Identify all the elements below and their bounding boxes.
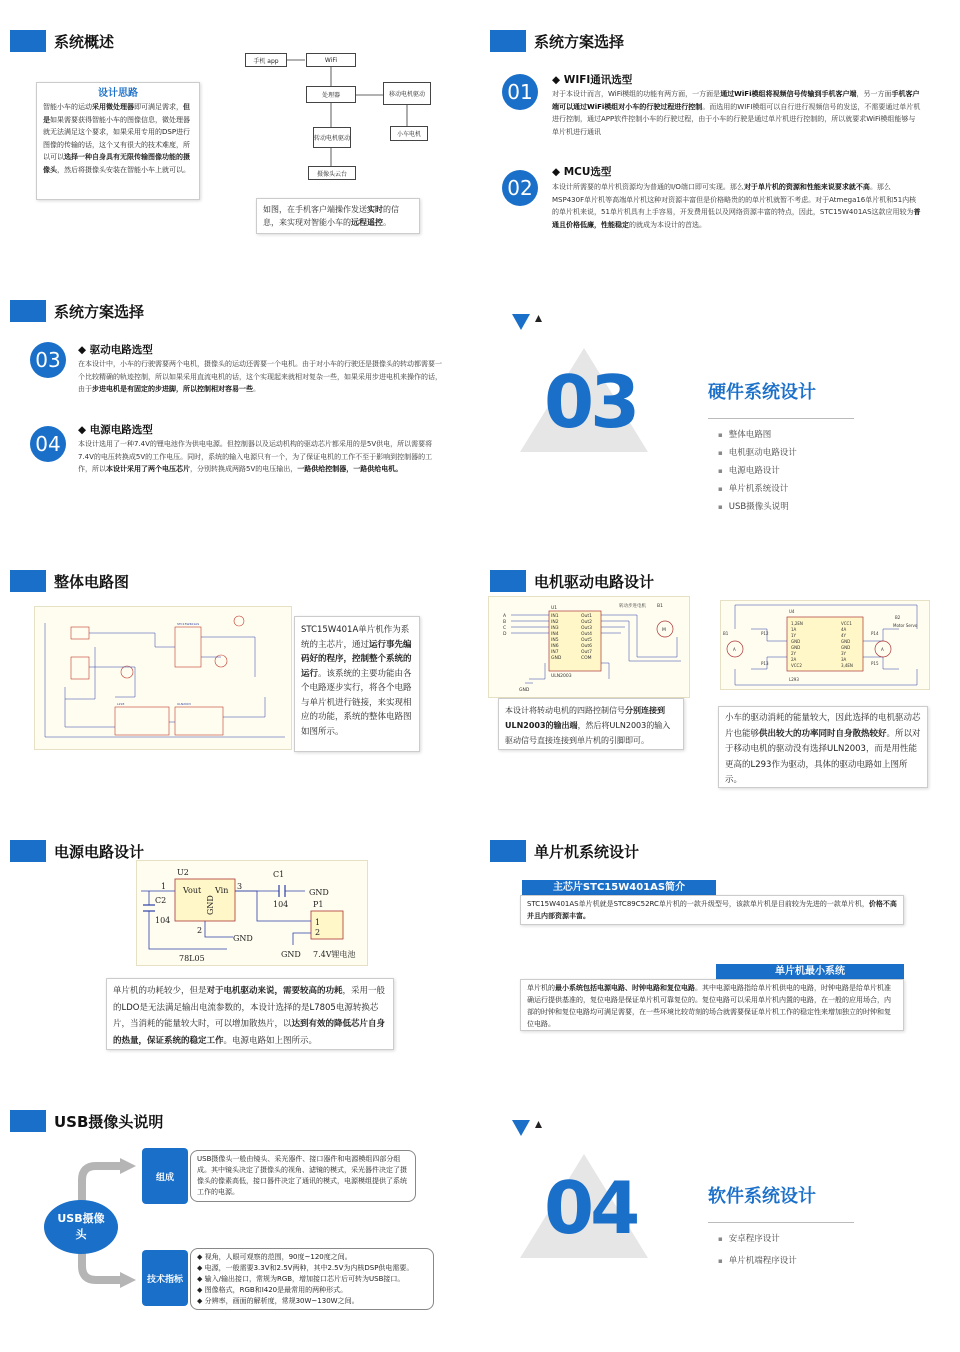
number-badge: 02 bbox=[502, 170, 538, 206]
slide-title: 单片机系统设计 bbox=[534, 842, 640, 861]
text-part: 本设计所需要的单片机资源均为普通的I/O端口即可实现。那么 bbox=[552, 183, 744, 191]
schem-b1: B1 bbox=[723, 631, 729, 636]
header-accent-bar bbox=[10, 570, 46, 592]
schem-net: B bbox=[503, 620, 507, 625]
text-bold: 手机客户端可以通过WiFi模组对小车的行驶过程进行控制 bbox=[552, 90, 920, 111]
text-bold: 供出较大的功率同时自身散热较好 bbox=[759, 728, 887, 739]
schem-pin: Vin bbox=[215, 886, 229, 895]
schem-pin: Out2 bbox=[581, 620, 593, 625]
text-bold: 最小系统包括电源电路、时钟电路和复位电路 bbox=[555, 984, 695, 992]
slide-title: 系统方案选择 bbox=[534, 32, 625, 51]
schem-gnd: GND bbox=[519, 688, 530, 693]
slide-chapter-hardware bbox=[480, 270, 960, 540]
number-badge: 03 bbox=[30, 342, 66, 378]
schem-pin-num: 2 bbox=[315, 928, 321, 937]
flow-processor: 处理器 bbox=[306, 86, 356, 103]
slide-title: USB摄像头说明 bbox=[54, 1112, 164, 1131]
text-part: 如图，在手机客户端操作发送 bbox=[263, 205, 367, 214]
text-bold: 普通且价格低廉，性能稳定 bbox=[552, 208, 921, 229]
schem-pin: IN4 bbox=[551, 632, 559, 637]
spec-item: ◆ 视角，人眼可观察的范围，90度~120度之间。 bbox=[197, 1253, 352, 1261]
schem-pin: Vout bbox=[183, 886, 202, 895]
schem-pin-num: 1 bbox=[161, 882, 167, 891]
schem-pin-num: 1 bbox=[315, 918, 321, 927]
text-bold: 本设计采用了两个电压芯片 bbox=[106, 465, 190, 473]
slide-overall-circuit bbox=[0, 540, 480, 810]
schem-pin-num: 3 bbox=[237, 882, 243, 891]
schem-pin: 2A bbox=[791, 657, 797, 662]
text-bold: 对于单片机的资源和性能来说要求就不高 bbox=[743, 183, 870, 191]
section-title-text: 驱动电路选型 bbox=[89, 344, 153, 356]
toc-item[interactable]: ▪ 电源电路设计 bbox=[718, 462, 797, 480]
text-part: 对于本设计而言，WiFi模组的功能有两方面，一方面是 bbox=[552, 90, 721, 98]
uln2003-schematic-drawing bbox=[489, 597, 689, 697]
text-part: ，然后将ULN2003的输入驱动信号直接连接到单片机的引脚即可。 bbox=[505, 721, 671, 745]
design-idea-title: 设计思路 bbox=[98, 88, 138, 99]
section-title: ◆ 电源电路选型 bbox=[78, 424, 153, 436]
slide-mcu-system bbox=[480, 810, 960, 1080]
header-accent-bar bbox=[10, 300, 46, 322]
text-part: 即可满足需求， bbox=[134, 103, 183, 111]
header-accent-bar bbox=[10, 840, 46, 862]
minimum-system-text bbox=[520, 979, 904, 1031]
overall-schematic bbox=[34, 606, 292, 750]
text-part: ，分别转换成两路5V的电压输出， bbox=[190, 465, 298, 473]
slide-scheme-selection-1 bbox=[480, 0, 960, 270]
text-part: STC15W401A单片机作为系统的主芯片，通过 bbox=[301, 625, 410, 650]
schem-pin: IN6 bbox=[551, 644, 559, 649]
flow-camera-gimbal: 摄像头云台 bbox=[308, 166, 356, 180]
header-accent-bar bbox=[490, 570, 526, 592]
schem-c1: C1 bbox=[273, 870, 285, 879]
text-part: 单片机的功耗较少，但是 bbox=[113, 986, 207, 996]
spec-item: ◆ 分辨率，画面的解析度，常规30W~130W之间。 bbox=[197, 1297, 359, 1305]
chapter-underline bbox=[708, 418, 854, 419]
schem-net: A bbox=[503, 614, 507, 619]
schem-part: 78L05 bbox=[179, 954, 205, 963]
slide-title: 整体电路图 bbox=[54, 572, 130, 591]
text-part: 。所以对于移动电机的驱动没有选择ULN2003，而是用性能更高的L293作为驱动，具体的驱动电路如上图所示。 bbox=[725, 728, 921, 785]
text-bold: 对于电机驱动来说，需要较高的功耗 bbox=[206, 986, 343, 996]
schem-m: M bbox=[662, 628, 666, 633]
text-bold: 分别连接到ULN2003的输出端 bbox=[505, 706, 665, 730]
power-circuit-description bbox=[106, 978, 394, 1050]
schem-pin: Out4 bbox=[581, 632, 593, 637]
text-bold: 运行事先编码好的程序，控制整个系统的运行 bbox=[301, 639, 412, 679]
schem-pin: Out6 bbox=[581, 644, 593, 649]
usb-camera-hub bbox=[44, 1200, 118, 1254]
overall-schematic-drawing bbox=[35, 607, 291, 749]
text-bold: 远程遥控 bbox=[351, 218, 383, 227]
header-accent-bar bbox=[490, 840, 526, 862]
flow-wifi: WiFi bbox=[306, 53, 356, 67]
schem-label-u1: U1 bbox=[551, 606, 558, 611]
text-bold: 实时 bbox=[367, 205, 383, 214]
text-part: 。 bbox=[383, 218, 391, 227]
slide-header bbox=[10, 570, 129, 592]
slide-title: 电机驱动电路设计 bbox=[534, 572, 655, 591]
flow-move-motor-driver: 移动电机驱动 bbox=[383, 82, 431, 105]
schem-pin: GND bbox=[841, 645, 851, 650]
schem-net: P15 bbox=[871, 661, 879, 666]
schem-pin: 4A bbox=[841, 627, 847, 632]
schem-pin: GND bbox=[791, 639, 801, 644]
text-part: ，采用一般的LDO是无法满足输出电流参数的，本设计选择的是L7805电源转换芯片，当消耗的能量较大时，可以增加散热片，以 bbox=[113, 986, 386, 1029]
mcu-intro-text bbox=[520, 895, 904, 925]
text-part: 小车的驱动消耗的能量较大，因此选择的电机驱动芯片也能够 bbox=[725, 713, 921, 739]
text-part: STC15W401AS单片机就是STC89C52RC单片机的一款升级型号，该款单片机是目前较为先进的一款单片机， bbox=[527, 900, 869, 908]
specs-pill: 技术指标 bbox=[142, 1250, 188, 1306]
text-part: 。电源电路如上图所示。 bbox=[223, 1035, 318, 1046]
toc-item[interactable]: ▪ 安卓程序设计 bbox=[718, 1228, 797, 1250]
spec-item: ◆ 电源，一般需要3.3V和2.5V两种，其中2.5V为内核DSP供电需要。 bbox=[197, 1264, 414, 1272]
schem-pin: GND bbox=[206, 895, 215, 915]
section-title-text: 电源电路选型 bbox=[89, 424, 153, 436]
svg-text:L293: L293 bbox=[117, 702, 125, 706]
toc-item[interactable]: ▪ USB摄像头说明 bbox=[718, 498, 797, 516]
uln2003-description bbox=[498, 698, 684, 750]
schem-pin: GND bbox=[841, 639, 851, 644]
text-part: 本设计选用了一种7.4V的锂电池作为供电电源。但控制器以及运动机构的驱动芯片都采用的是5V供电，所以需要将7.4V的电压转换成5V的工作电压。同时，系统的输入电源只有一个，为了保证电机的工作不至于影响到控制器的工作，所以 bbox=[78, 440, 433, 473]
l293-schematic bbox=[720, 600, 930, 690]
schem-pin: 1Y bbox=[791, 633, 796, 638]
chapter-number: 04 bbox=[544, 1166, 637, 1250]
text-part: 单片机的 bbox=[527, 984, 555, 992]
schem-pin: 1A bbox=[791, 627, 797, 632]
svg-text:ULN2003: ULN2003 bbox=[177, 702, 191, 706]
specs-text bbox=[190, 1248, 434, 1310]
schem-motor-a: A bbox=[733, 647, 736, 652]
section-title-text: WIFI通讯选型 bbox=[563, 74, 633, 86]
text-part: 。该系统的主要功能由各个电路逐步实行，将各个电路与单片机进行链接，来实现相应的功能，系统的整体电路图如图所示。 bbox=[301, 668, 412, 737]
slide-header bbox=[10, 840, 144, 862]
schem-pin: 1,2EN bbox=[791, 621, 803, 626]
composition-pill: 组成 bbox=[142, 1148, 188, 1204]
section-text bbox=[78, 438, 446, 476]
section-text bbox=[552, 88, 922, 138]
schem-pin: GND bbox=[791, 645, 801, 650]
uln2003-schematic bbox=[488, 596, 690, 698]
schem-pin: GND bbox=[551, 656, 562, 661]
slide-title: 系统方案选择 bbox=[54, 302, 145, 321]
schem-net: D bbox=[503, 632, 507, 637]
slide-motor-driver bbox=[480, 540, 960, 810]
chapter-toc bbox=[718, 1228, 797, 1272]
schem-c1-value: 104 bbox=[273, 900, 289, 909]
section-title: ◆ WIFI通讯选型 bbox=[552, 74, 633, 86]
text-part: ，然后将摄像头安装在智能小车上就可以。 bbox=[57, 165, 190, 174]
schem-pin: IN2 bbox=[551, 620, 559, 625]
schem-b1: B1 bbox=[657, 604, 663, 609]
schem-pin: 3Y bbox=[841, 651, 846, 656]
schem-b2: B2 bbox=[895, 615, 901, 620]
schem-pin: IN1 bbox=[551, 614, 559, 619]
schem-p1: P1 bbox=[313, 900, 324, 909]
schem-label-u4: U4 bbox=[789, 609, 795, 614]
schem-battery: 7.4V锂电池 bbox=[313, 950, 356, 959]
toc-item[interactable]: ▪ 电机驱动电路设计 bbox=[718, 444, 797, 462]
l293-description bbox=[718, 706, 928, 788]
spec-item: ◆ 输入/输出接口，常规为RGB，增加接口芯片后可转为USB接口。 bbox=[197, 1275, 405, 1283]
l293-schematic-drawing bbox=[721, 601, 929, 689]
chapter-number: 03 bbox=[544, 360, 637, 444]
slide-scheme-selection-2 bbox=[0, 270, 480, 540]
toc-item[interactable]: ▪ 单片机系统设计 bbox=[718, 480, 797, 498]
text-part: 的就成为本设计的首选。 bbox=[629, 220, 706, 229]
section-title-text: MCU选型 bbox=[563, 166, 612, 178]
schem-net: C bbox=[503, 626, 507, 631]
text-part: 的信息，来实现对智能小车的 bbox=[263, 205, 399, 227]
section-title: ◆ MCU选型 bbox=[552, 166, 612, 178]
chapter-title: 硬件系统设计 bbox=[708, 382, 816, 403]
chapter-toc bbox=[718, 426, 797, 516]
mcu-intro-tag: 主芯片STC15W401AS简介 bbox=[522, 880, 716, 895]
toc-item[interactable]: ▪ 单片机端程序设计 bbox=[718, 1250, 797, 1272]
text-bold: 价格不高并且内部资源丰富。 bbox=[527, 900, 897, 920]
schem-label-u2: U2 bbox=[177, 868, 189, 877]
schem-pin: VCC2 bbox=[791, 663, 802, 668]
flow-phone-app: 手机 app bbox=[245, 53, 287, 67]
schem-pin: 4Y bbox=[841, 633, 846, 638]
schem-label-chip: ULN2003 bbox=[551, 674, 572, 679]
text-bold: 采用微处理器 bbox=[92, 103, 134, 111]
remote-control-note bbox=[256, 198, 420, 234]
schem-servo: Motor Servo bbox=[893, 623, 918, 628]
schem-pin-num: 2 bbox=[197, 926, 203, 935]
power-schematic bbox=[136, 860, 368, 966]
slide-header bbox=[10, 300, 144, 322]
flow-car-motor: 小车电机 bbox=[390, 126, 428, 141]
minimum-system-tag: 单片机最小系统 bbox=[716, 964, 904, 979]
schem-c2: C2 bbox=[155, 896, 167, 905]
schem-motor-a: A bbox=[881, 647, 884, 652]
slide-title: 电源电路设计 bbox=[54, 842, 145, 861]
slide-header bbox=[490, 570, 654, 592]
power-schematic-drawing bbox=[137, 861, 367, 965]
slide-power-circuit bbox=[0, 810, 480, 1080]
number-badge: 01 bbox=[502, 74, 538, 110]
section-text bbox=[78, 358, 446, 396]
text-bold: 通过WiFi模组将视频信号传输到手机客户端 bbox=[720, 90, 857, 98]
schem-label-chip: L293 bbox=[789, 677, 799, 682]
text-bold: 选择一种自身具有无限传输图像功能的摄像头 bbox=[43, 153, 190, 174]
text-part: 在本设计中，小车的行驶需要两个电机，摄像头的运动还需要一个电机。由于对小车的行驶还是摄像头的转动都需要一个比较精确的轨迹控制，所以如果采用直流电机的话，这个实现起来就相对复杂一些，如果采用步进电机来操作的话，由于 bbox=[78, 360, 442, 393]
text-bold: 但是 bbox=[43, 103, 190, 124]
slide-title: 系统概述 bbox=[54, 32, 115, 51]
svg-text:STC15W401AS: STC15W401AS bbox=[177, 622, 200, 626]
text-part: ，另一方面 bbox=[856, 90, 892, 98]
toc-item[interactable]: ▪ 整体电路图 bbox=[718, 426, 797, 444]
composition-text-body: USB摄像头一般由镜头、采光器件、接口器件和电源模组四部分组成。其中镜头决定了摄像头的视角、滤镜的模式，采光器件决定了摄像头的像素高低，接口器件决定了通讯的模式，电源模组提供了系统工作的电源。 bbox=[197, 1155, 407, 1196]
section-title: ◆ 驱动电路选型 bbox=[78, 344, 153, 356]
schem-net: P13 bbox=[761, 661, 769, 666]
slide-usb-camera bbox=[0, 1080, 480, 1350]
text-part: 。其中电源电路指给单片机供电的电路，时钟电路是给单片机准确运行提供基准的，复位电路是保证单片机可靠复位的。复位电路可以采用单片机内置的电路，在一般的应用场合，内部的时钟和复位电路均可满足需要，在一些环境比较苛刻的场合就需要保证单片机工作的稳定性来增加独立的时钟和复位电路。 bbox=[527, 984, 891, 1028]
schem-pin: Out1 bbox=[581, 614, 593, 619]
text-bold: 达到有效的降低芯片自身的热量，保证系统的稳定工作 bbox=[113, 1019, 386, 1046]
schem-gnd: GND bbox=[233, 934, 253, 943]
schem-gnd: GND bbox=[281, 950, 301, 959]
schem-motor-label: 转动步进电机 bbox=[619, 604, 646, 609]
schem-gnd: GND bbox=[309, 888, 329, 897]
text-bold: 步进电机是有固定的步进脚，所以控制相对容易一些 bbox=[92, 385, 253, 393]
usb-camera-hub-label: USB摄像头 bbox=[57, 1212, 105, 1241]
text-part: 。而选用的WIFI模组可以自行进行视频信号的发送，不需要通过单片机进行控制，通过APP软件控制小车的行驶过程，由于小车的行驶是通过单片机进行控制的，所以就要求WiFi模组能够与单片机进行通讯 bbox=[552, 102, 921, 136]
schem-pin: 3A bbox=[841, 657, 847, 662]
slide-chapter-software bbox=[480, 1080, 960, 1350]
schem-pin: 3,4EN bbox=[841, 663, 853, 668]
schem-net: P14 bbox=[871, 631, 879, 636]
slide-header bbox=[490, 30, 624, 52]
composition-text bbox=[190, 1150, 416, 1202]
slide-system-overview bbox=[0, 0, 480, 270]
spec-item: ◆ 图像格式，RGB和I420是最常用的两种形式。 bbox=[197, 1286, 348, 1294]
text-part: 。那么MSP430F单片机等高端单片机这种对资源丰富但是价格略贵的的单片机就暂不考虑。对于Atmega16单片机和51内核的单片机来说，51单片机具有上手容易，开发费用低以及网络资源丰富的特点，因此，STC15W401AS这款应用较为 bbox=[552, 183, 917, 216]
text-part: 智能小车的运动 bbox=[43, 103, 92, 111]
schem-pin: Out7 bbox=[581, 650, 593, 655]
flow-turn-motor-driver: 转动电机驱动 bbox=[313, 127, 351, 148]
schem-pin: 2Y bbox=[791, 651, 796, 656]
schem-pin: VCC1 bbox=[841, 621, 852, 626]
schem-pin: COM bbox=[581, 656, 592, 661]
schem-pin: Out5 bbox=[581, 638, 593, 643]
schem-pin: Out3 bbox=[581, 626, 593, 631]
slide-header bbox=[490, 840, 639, 862]
chapter-title: 软件系统设计 bbox=[708, 1186, 816, 1207]
text-part: 。 bbox=[253, 385, 260, 393]
text-bold: 一路供给控制器，一路供给电机。 bbox=[297, 465, 403, 473]
schem-pin: IN7 bbox=[551, 650, 559, 655]
text-part: 本设计将转动电机的四路控制信号 bbox=[505, 706, 625, 715]
section-text bbox=[552, 181, 922, 231]
schem-c2-value: 104 bbox=[155, 916, 171, 925]
header-accent-bar bbox=[490, 30, 526, 52]
chapter-underline bbox=[708, 1222, 854, 1223]
schem-pin: IN3 bbox=[551, 626, 559, 631]
number-badge: 04 bbox=[30, 426, 66, 462]
schem-net: P12 bbox=[761, 631, 769, 636]
overall-circuit-description bbox=[294, 616, 420, 752]
text-part: 如果需要获得智能小车的图像信息，微处理器就无法满足这个要求，如果采用专用的DSP进行图像的传输的话，这个又有很大的技术难度，所以可以 bbox=[43, 115, 191, 161]
schem-pin: IN5 bbox=[551, 638, 559, 643]
